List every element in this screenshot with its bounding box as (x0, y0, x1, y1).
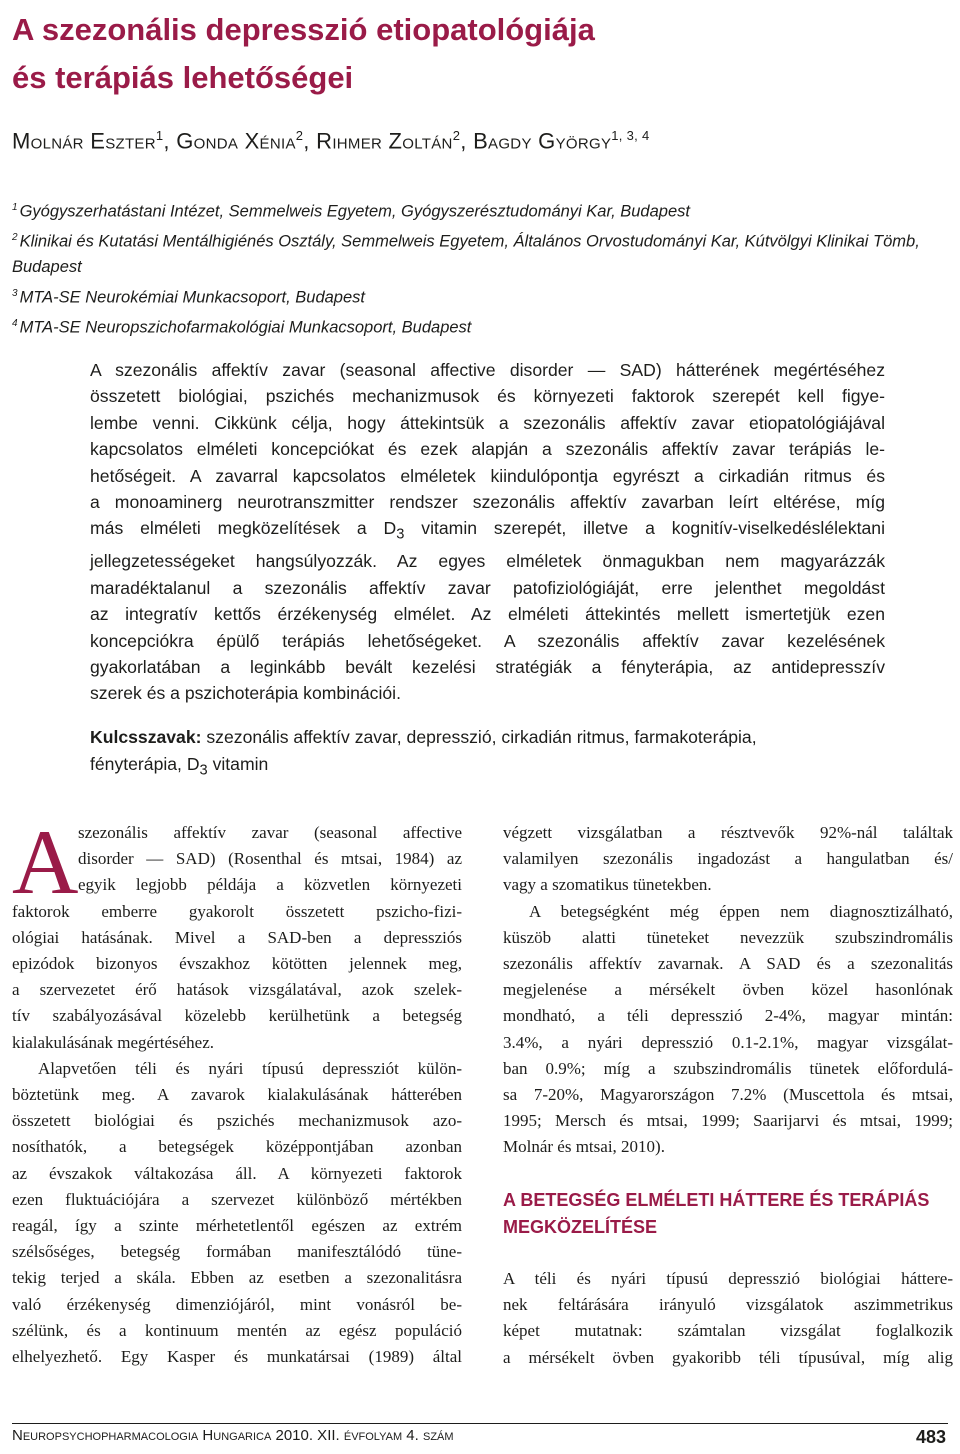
body-line: elhelyezhető. Egy Kasper és munkatársai (1989) által (12, 1347, 462, 1367)
section-heading-line: A BETEGSÉG ELMÉLETI HÁTTERE ÉS TERÁPIÁS (503, 1190, 930, 1210)
body-line: megjelenése a mérsékelt övben közel hasonlónak (503, 980, 953, 1000)
body-line: kialakulásának megértéséhez. (12, 1032, 215, 1052)
body-line: a mérsékelt övben gyakoribb téli típusúval, míg alig (503, 1347, 953, 1367)
body-line: való érzékenység dimenziójáról, mint vonásról be- (12, 1294, 462, 1314)
body-line: sa 7-20%, Magyarországon 7.2% (Muscettola és mtsai, (503, 1085, 953, 1105)
body-line: ezen fluktuációjára a szervezet különböző mértékben (12, 1189, 462, 1209)
abstract-line: hetőségeit. A zavarral kapcsolatos elméletek kiindulópontja egyrészt a cirkadián ritmus és (90, 465, 885, 486)
keywords-line: fényterápia, $D_3$ vitamin (90, 754, 269, 779)
article-title (12, 6, 912, 102)
author-aff-mark: 2 (452, 128, 461, 143)
body-line: szezonális affektív zavar (seasonal affective (78, 823, 462, 842)
body-line: összetett biológiai és pszichés mechanizmusok azo- (12, 1111, 462, 1131)
body-line: szélsőséges, betegség formában manifesztálódó tüne- (12, 1242, 462, 1262)
body-line: nek feltárására irányuló vizsgálatok aszimmetrikus (503, 1295, 953, 1315)
footer-rule (12, 1423, 948, 1424)
abstract-line: más elméleti megközelítések a $D_3$ vitamin szerepét, illetve a kognitív-viselkedéslélektani (90, 518, 885, 543)
body-line: disorder — SAD) (Rosenthal és mtsai, 1984) az (78, 849, 462, 869)
body-line: reagál, így a szinte mérhetetlentől egészen az extrém (12, 1216, 462, 1236)
body-line: szezonális affektív zavarnak. A SAD és a szezonalitás (503, 954, 953, 974)
abstract-line: a monoaminerg neurotranszmitter rendszer szezonális affektív zavarban leírt eltérése, míg (90, 492, 885, 513)
abstract-line: kapcsolatos elméleti koncepciókat és ezek alapján a szezonális affektív zavar terápiás le- (90, 439, 885, 460)
page-number: 483 (915, 1427, 946, 1447)
affiliation-item: $^2$ Klinikai és Kutatási Mentálhigiénés Osztály, Semmelweis Egyetem, Általános Orvostudományi Kar, Kútvölgyi Klinikai Tömb, Budapest (12, 232, 920, 276)
author-aff-mark: 2 (295, 128, 304, 143)
body-line: tív szabályozásával közelebb kerülhetünk a betegség (12, 1006, 462, 1026)
keywords (90, 724, 885, 785)
abstract-line: az integratív kettős érzékenység elmélet. Az elméleti áttekintés mellett ismertetjük ezen (90, 604, 885, 625)
body-line: küszöb alatti tüneteket nevezzük szubszindromális (503, 927, 953, 947)
abstract-line: A szezonális affektív zavar (seasonal affective disorder — SAD) hátterének megértéséhez (90, 360, 885, 380)
section-heading-line: MEGKÖZELÍTÉSE (503, 1217, 658, 1237)
body-line: 1995; Mersch és mtsai, 1999; Saarijarvi és mtsai, 1999; (503, 1111, 953, 1131)
body-line: ban 0.9%; míg a szubszindromális tünetek előfordulá- (503, 1058, 953, 1078)
affiliation-item: $^1$ Gyógyszerhatástani Intézet, Semmelweis Egyetem, Gyógyszerésztudományi Kar, Budapest (12, 202, 690, 221)
body-line: faktorok emberre gyakorolt összetett pszicho-fizi- (12, 901, 462, 921)
abstract-line: összetett biológiai, pszichés mechanizmusok és környezeti faktorok szerepét kell figye- (90, 386, 885, 407)
abstract-line: lembe venni. Cikkünk célja, hogy áttekintsük a szezonális affektív zavar etiopatológiájával (90, 412, 885, 433)
body-line: egyik legjobb példája a közvetlen környezeti (78, 875, 462, 895)
affiliation-list (12, 195, 942, 341)
title-line-1: A szezonális depresszió etiopatológiája (12, 12, 595, 47)
body-line: Molnár és mtsai, 2010). (503, 1137, 665, 1157)
body-line: szélünk, és a kontinuum mentén az egész populáció (12, 1320, 462, 1340)
author-aff-mark: 1, 3, 4 (611, 128, 650, 143)
body-line: böztetünk meg. A zavarok kialakulásának hátterében (12, 1085, 462, 1105)
author-name: Gonda Xénia (176, 128, 296, 154)
body-line: végzett vizsgálatban a résztvevők 92%-nál találtak (503, 823, 953, 842)
abstract-line: maradéktalanul a szezonális affektív zavar patofiziológiáját, erre jelenthet megoldást (90, 577, 885, 598)
author-aff-mark: 1 (155, 128, 164, 143)
body-line: A téli és nyári típusú depresszió biológiai háttere- (503, 1269, 953, 1288)
abstract-line: gyakorlatában a leginkább bevált kezelési stratégiák a fényterápia, az antidepresszív (90, 656, 885, 677)
body-line: a szervezetet érő hatások vizsgálatával, azok szelek- (12, 980, 462, 1000)
body-line: tekig terjed a skála. Ebben az esetben a szezonalitásra (12, 1268, 462, 1288)
body-column-right (503, 820, 953, 1161)
body-line: 3.4%, a nyári depresszió 0.1-2.1%, magyar vizsgálat- (503, 1032, 953, 1052)
body-line: ológiai hatásának. Mivel a SAD-ben a depressziós (12, 927, 462, 947)
drop-cap: A (12, 811, 79, 913)
author-name: Bagdy György (473, 128, 612, 154)
body-line: A betegségként még éppen nem diagnosztizálható, (529, 901, 953, 921)
body-line: nosíthatók, a betegségek középpontjában azonban (12, 1137, 462, 1157)
body-line: epizódok bizonyos évszakhoz kötötten jelennek meg, (12, 954, 462, 974)
abstract-line: jellegzetességeket hangsúlyozzák. Az egyes elméletek önmagukban nem magyarázzák (90, 551, 885, 572)
keywords-label: Kulcsszavak: (90, 727, 202, 747)
author-list: Molnár Eszter$^1$, Gonda Xénia$^2$, Rihmer Zoltán$^2$, Bagdy György$^{1, 3, 4}$ (12, 128, 650, 154)
keywords-line: Kulcsszavak: szezonális affektív zavar, depresszió, cirkadián ritmus, farmakoterápia, (90, 727, 757, 747)
abstract (90, 357, 885, 707)
author-name: Rihmer Zoltán (316, 128, 453, 154)
body-line: vagy a szomatikus tünetekben. (503, 875, 712, 895)
footer-journal: Neuropsychopharmacologia Hungarica 2010. XII. évfolyam 4. szám (12, 1427, 454, 1444)
section-heading (503, 1187, 953, 1241)
body-line: az évszakok váltakozása áll. A környezeti faktorok (12, 1163, 462, 1183)
title-line-2: és terápiás lehetőségei (12, 60, 354, 95)
affiliation-item: $^3$ MTA-SE Neurokémiai Munkacsoport, Budapest (12, 287, 365, 306)
author-name: Molnár Eszter (12, 128, 156, 154)
body-column-right-section (503, 1266, 953, 1371)
body-line: képet mutatnak: számtalan vizsgálat foglalkozik (503, 1321, 953, 1341)
body-line: valamilyen szezonális ingadozást a hangulatban és/ (503, 849, 953, 869)
body-column-left (12, 811, 462, 1370)
abstract-line: koncepciókra épülő terápiás lehetőségeket. A szezonális affektív zavar kezelésének (90, 630, 885, 651)
body-line: Alapvetően téli és nyári típusú depressziót külön- (38, 1058, 462, 1078)
body-line: mondható, a téli depresszió 2-4%, magyar mintán: (503, 1006, 953, 1026)
abstract-line: szerek és a pszichoterápia kombinációi. (90, 683, 401, 704)
affiliation-item: $^4$ MTA-SE Neuropszichofarmakológiai Munkacsoport, Budapest (12, 317, 472, 336)
